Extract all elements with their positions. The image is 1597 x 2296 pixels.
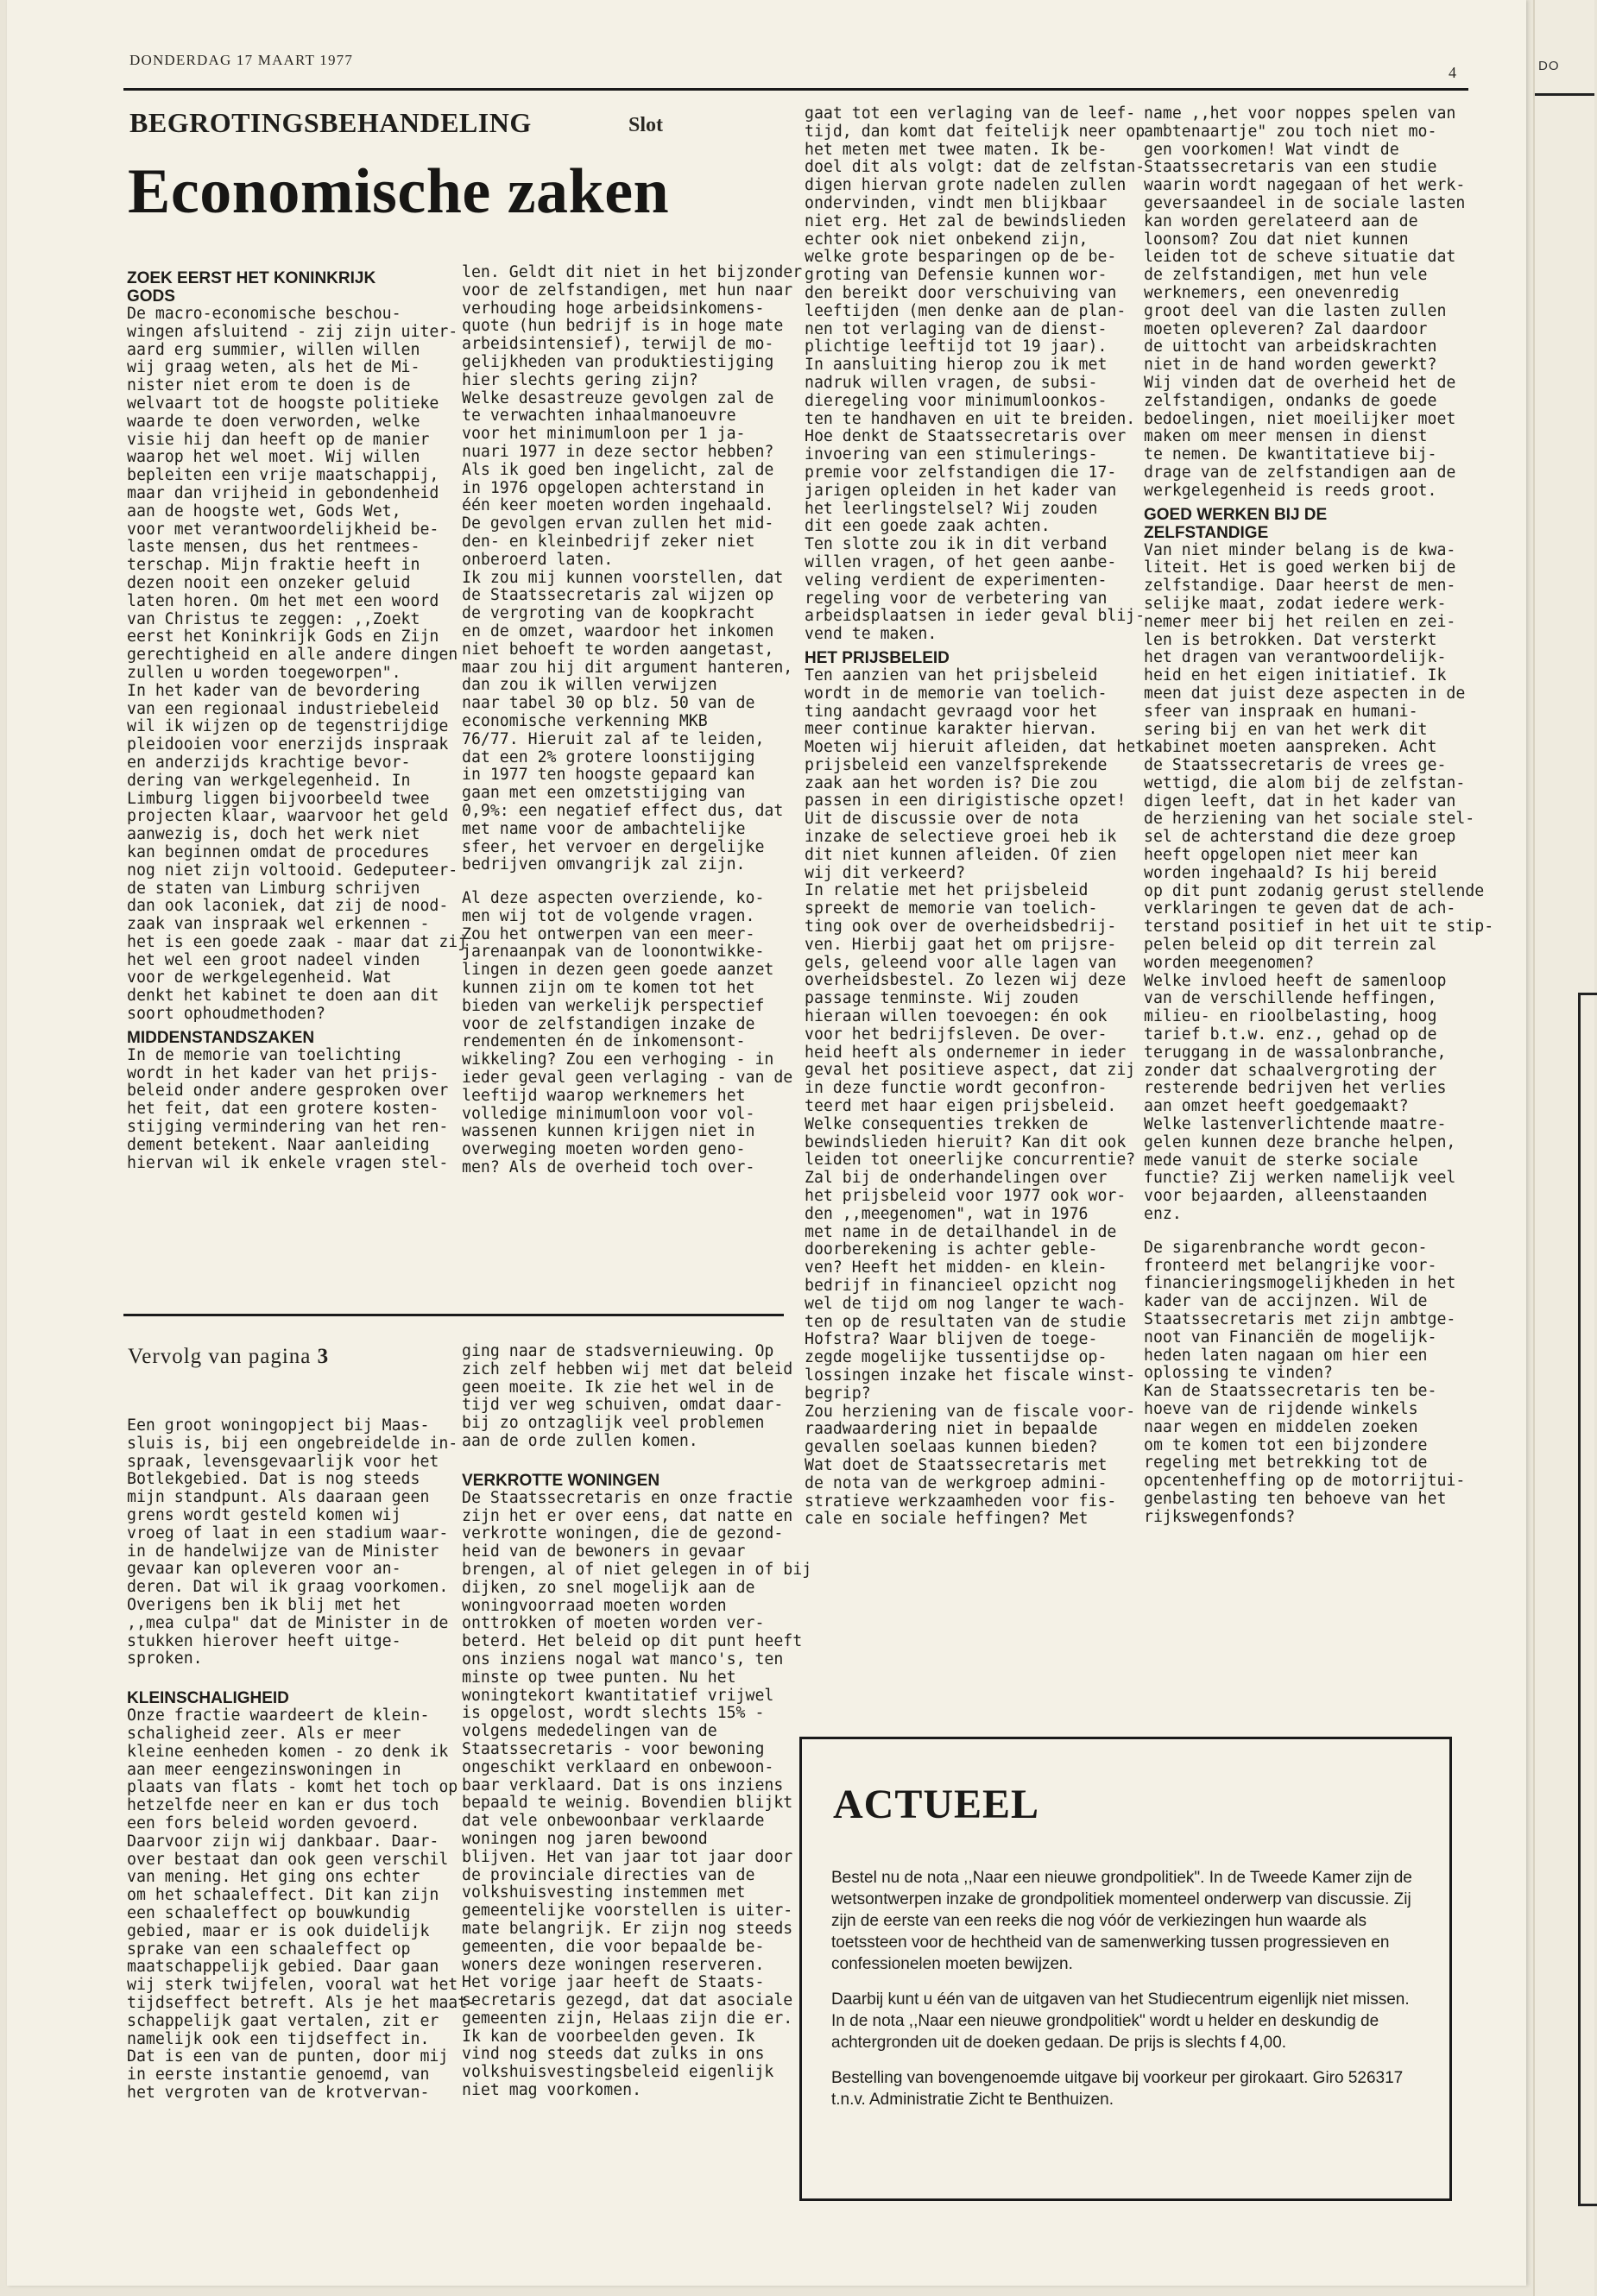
paragraph: ging naar de stadsvernieuwing. Op zich zelf hebben wij met dat beleid geen moeite. Ik zie het wel in de tijd ver weg schuiven, omdat daar- bij zo ontzaglijk veel problemen aan de orde zullen komen. <box>462 1342 793 1450</box>
actueel-body <box>831 1867 1427 2124</box>
next-page-edge <box>1533 0 1594 2296</box>
paragraph: Onze fractie waardeert de klein- schaligheid zeer. Als er meer kleine eenheden komen - zo denk ik aan meer eengezinswoningen in plaats van flats - komt het toch hetzelfde neer en kan er dus toch een fors beleid worden gevoerd. Daarvoor zijn wij dankbaar. Daar- over bestaat dan ook geen verschil van mening. Het ging ons echter om het schaaleffect. Dit kan zijn een schaaleffect op bouwkundig gebied, maar er is ook duidelijk sprake van een schaaleffect op maatschappelijk gebied. Daar gaan wij sterk twijfelen, vooral wat tijdseffect betreft. Als je het schappelijk gaat vertalen, zit er namelijk ook een tijdseffect in. Dat is een van de punten, door mij in eerste instantie genoemd, van het vergroten van de krotvervan- <box>127 1706 449 2102</box>
article-column-3 <box>805 104 1146 1728</box>
section-subheading: MIDDENSTANDSZAKEN <box>127 1028 315 1047</box>
section-subheading: ZOEK EERST HET KONINKRIJK GODS <box>127 269 376 306</box>
vervolg-page-ref: 3 <box>317 1345 330 1368</box>
section-subheading: VERKROTTE WONINGEN <box>462 1471 660 1490</box>
vervolg-column-2 <box>462 1342 803 2275</box>
actueel-title: ACTUEEL <box>833 1782 1040 1827</box>
vervolg-heading <box>128 1345 329 1369</box>
section-subheading: GOED WERKEN BIJ DE ZELFSTANDIGE <box>1144 505 1328 542</box>
paragraph-gap <box>1144 1224 1456 1239</box>
next-page-box-edge <box>1578 993 1597 2206</box>
paragraph: len. Geldt dit niet in het bijzonder voor de zelfstandigen, met hun naar verhouding hoge arbeidsinkomens- quote (hun bedrijf is in hoge mate arbeidsintensief), terwijl de mo- gelijkheden van produktiestijging hier slechts gering zijn? Welke desastreuze gevolgen zal de te verwachten inhaalmanoeuvre voor het minimumloon per 1 ja- nuari 1977 in deze sector hebben? Als ik goed ben ingelicht, zal de in 1976 opgelopen achterstand in één keer moeten worden ingehaald. De gevolgen ervan zullen het mid- den- en kleinbedrijf zeker niet onberoerd laten. Ik zou mij kunnen voorstellen, dat de Staatssecretaris zal wijzen op de vergroting van de koopkracht en de omzet, waardoor het inkomen niet behoeft te worden aangetast, maar zou hij dit argument hanteren, dan zou ik willen verwijzen naar tabel 30 op blz. 50 van de economische verkenning MKB 76/77. Hieruit zal af te leiden, dat een 2% grotere loonstijging in 1977 ten hoogste gepaard kan gaan met een omzetstijging van 0,9%: een negatief effect dus, dat met name voor de ambachtelijke sfeer, het vervoer en dergelijke bedrijven omvangrijk zal zijn. <box>462 263 803 874</box>
vervolg-column-1 <box>127 1416 449 2272</box>
paragraph: Al deze aspecten overziende, ko- men wij tot de volgende vragen. Zou het ontwerpen van een meer- jarenaanpak van de loonontwikke- lingen in dezen geen goede aanzet kunnen zijn om te komen tot het bieden van werkelijk perspectief voor de zelfstandigen inzake de rendementen én de inkomensont- wikkeling? Zou een verhoging - in ieder geval geen verlaging - van leeftijd waarop werknemers het volledige minimumloon voor vol- wassenen kunnen krijgen niet in overweging moeten worden geno- men? Als de overheid toch over- <box>462 889 774 1177</box>
actueel-paragraph: Bestel nu de nota ,,Naar een nieuwe grondpolitiek". In de Tweede Kamer zijn de wetsontwerpen inzake de grondpolitiek momenteel onderwerp van discussie. Zij zijn de eerste van een reeks die nog vóór de verkiezingen hun waarde als toetssteen voor de hechtheid van de samenwerking tussen progressieven en confessionelen moeten bewijzen. <box>831 1869 1412 1973</box>
next-page-rule <box>1535 93 1594 96</box>
actueel-paragraph: Bestelling van bovengenoemde uitgave bij voorkeur per girokaart. Giro 526317 t.n.v. Administratie Zicht te Benthuizen. <box>831 2069 1404 2109</box>
paragraph-gap <box>462 874 781 890</box>
page-number: 4 <box>1449 64 1456 81</box>
paragraph: Een groot woningopject bij Maas- sluis is, bij een ongebreidelde spraak, levensgevaarlijk voor het Botlekgebied. Dat is nog steeds mijn standpunt. Als daaraan geen grens wordt gesteld komen wij vroeg of laat in een stadium waar- in de handelwijze van de Minister gevaar kan opleveren voor an- deren. Dat wil ik graag voorkomen. Overigens ben ik blij met het ,,mea culpa" dat de Minister in de stukken hierover heeft uitge- sproken. <box>127 1416 449 1668</box>
section-subheading: HET PRIJSBELEID <box>805 648 950 667</box>
paragraph: name ,,het voor noppes spelen van ambtenaartje" zou toch niet mo- gen voorkomen! Wat vindt de Staatssecretaris van een studie waarin wordt nagegaan of het werk- geversaandeel in de sociale lasten kan worden gerelateerd aan de loonsom? Zou dat niet kunnen leiden tot de scheve situatie dat de zelfstandigen, met hun vele werknemers, een onevenredig groot deel van die lasten zullen moeten opleveren? Zal daardoor de uittocht van arbeidskrachten niet in de hand worden gewerkt? Wij vinden dat de overheid het de zelfstandigen, ondanks de goede bedoelingen, niet moeilijker moet maken om meer mensen in dienst te nemen. De kwantitatieve bij- drage van de zelfstandigen aan de werkgelegenheid is reeds groot. <box>1144 104 1466 500</box>
vervolg-rule <box>123 1314 784 1316</box>
paragraph: De Staatssecretaris en onze fractie zijn het er over eens, dat natte verkrotte woningen, die de gezond- heid van de bewoners in gevaar brengen, al of niet gelegen in of dijken, zo snel mogelijk aan de woningvoorraad moeten worden onttrokken of moeten worden ver- beterd. Het beleid op dit punt heeft ons inziens nogal wat manco's, ten minste op twee punten. Nu het woningtekort kwantitatief vrijwel is opgelost, wordt slechts 15% - volgens mededelingen van de Staatssecretaris - voor bewoning ongeschikt verklaard en onbewoon- baar verklaard. Dat is ons inziens bepaald te weinig. Bovendien blijkt dat vele onbewoonbaar verklaarde woningen nog jaren bewoond blijven. Het van jaar tot jaar door de provinciale directies van de volkshuisvesting instemmen met gemeentelijke voorstellen is uiter- mate belangrijk. Er zijn nog steeds gemeenten, die voor bepaalde be- woners deze woningen reserveren. Het vorige jaar heeft de Staats- secretaris gezegd, dat dat asociale gemeenten zijn, Helaas zijn die er. Ik kan de voorbeelden geven. Ik vind nog steeds dat zulks in ons volkshuisvestingsbeleid eigenlijk niet mag voorkomen. <box>462 1488 803 2100</box>
paragraph: Ten aanzien van het prijsbeleid wordt in de memorie van toelich- ting aandacht gevraagd voor het meer continue karakter hiervan. Moeten wij hieruit afleiden, dat prijsbeleid een vanzelfsprekende zaak aan het worden is? Die zou passen in een dirigistische opzet! Uit de discussie over de nota inzake de selectieve groei heb ik dit niet kunnen afleiden. Of zien wij dit verkeerd? In relatie met het prijsbeleid spreekt de memorie van toelich- ting ook over de overheidsbedrij- ven. Hierbij gaat het om prijsre- gels, geleend voor alle lagen van overheidsbestel. Zo lezen wij deze passage tenminste. Wij zouden hieraan willen toevoegen: én ook voor het bedrijfsleven. De over- heid heeft als ondernemer in ieder geval het positieve aspect, dat zij in deze functie wordt geconfron- teerd met haar eigen prijsbeleid. Welke consequenties trekken de bewindslieden hieruit? Kan dit ook leiden tot oneerlijke concurrentie? Zal bij de onderhandelingen over het prijsbeleid voor 1977 ook wor- den ,,meegenomen", wat in 1976 met name in de detailhandel in de doorberekening is achter geble- ven? Heeft het midden- en klein- bedrijf in financieel opzicht nog wel de tijd om nog langer te wach- ten op de resultaten van de studie Hofstra? Waar blijven de toege- zegde mogelijke tussentijdse op- lossingen inzake het fiscale winst- begrip? Zou herziening van de fiscale voor- raadwaardering niet in bepaalde gevallen soelaas kunnen bieden? Wat doet de Staatssecretaris met de nota van de werkgroep admini- stratieve werkzaamheden voor fis- cale en sociale heffingen? Met <box>805 665 1136 1529</box>
actueel-box <box>799 1737 1452 2201</box>
paragraph: De macro-economische beschou- wingen afsluitend - zij zijn uiter- aard erg summier, willen willen wij graag weten, als het de Mi- nister niet erom te doen is de welvaart tot de hoogste politieke waarde te doen verworden, welke visie hij dan heeft op de manier waarop het wel moet. Wij willen bepleiten een vrije maatschappij, maar dan vrijheid in gebondenheid aan de hoogste wet, Gods Wet, voor met verantwoordelijkheid be- laste mensen, dus het rentmees- terschap. Mijn fraktie heeft in dezen nooit een onzeker geluid laten horen. Om het met een woord van Christus te zeggen: ,,Zoekt eerst het Koninkrijk Gods en Zijn gerechtigheid en alle andere dingen zullen u worden toegeworpen". In het kader van de bevordering van een regionaal industriebeleid wil ik wijzen op de tegenstrijdige pleidooien voor enerzijds inspraak en anderzijds krachtige bevor- dering van werkgelegenheid. In Limburg liggen bijvoorbeeld twee projecten klaar, waarvoor het geld aanwezig is, doch het werk niet kan beginnen omdat de procedures nog niet zijn voltooid. Gedeputeer- de staten van Limburg schrijven dan ook laconiek, dat zij de nood- zaak van inspraak wel erkennen - het is een goede zaak - maar dat het wel een groot nadeel vinden voor de werkgelegenheid. Wat denkt het kabinet te doen aan dit soort ophoudmethoden? <box>127 305 458 1024</box>
actueel-paragraph: Daarbij kunt u één van de uitgaven van het Studiecentrum eigenlijk niet missen. In de nota ,,Naar een nieuwe grondpolitiek" wordt u helder en deskundig de achtergronden uit de doeken gedaan. De prijs is slechts f 4,00. <box>831 1990 1410 2052</box>
vervolg-heading-text: Vervolg van pagina <box>128 1345 312 1368</box>
article-headline: Economische zaken <box>128 156 670 227</box>
paragraph-gap <box>462 1451 781 1467</box>
article-column-1 <box>127 264 458 1300</box>
article-column-2 <box>462 263 803 1300</box>
article-slot-label: Slot <box>628 114 664 136</box>
paragraph-gap <box>127 1668 439 1684</box>
article-kicker: BEGROTINGSBEHANDELING <box>129 107 532 138</box>
article-column-4 <box>1144 104 1485 1728</box>
paragraph: Van niet minder belang is de kwa- liteit. Het is goed werken bij de zelfstandige. Daar heerst de men- selijke maat, zodat iedere werk- nemer meer bij het reilen en zei- len is betrokken. Dat versterkt het dragen van verantwoordelijk- heid en het eigen initiatief. Ik meen dat juist deze aspecten in de sfeer van inspraak en humani- sering bij en van het werk dit kabinet moeten aanspreken. Acht de Staatssecretaris de vrees ge- wettigd, die alom bij de zelfstan- digen leeft, dat in het kader van de herziening van het sociale stel- sel de achterstand die deze groep heeft opgelopen niet meer kan worden ingehaald? Is hij bereid op dit punt zodanig gerust stellende verklaringen te geven dat de ach- terstand positief in het uit te pelen beleid op dit terrein zal worden meegenomen? Welke invloed heeft de samenloop van de verschillende heffingen, milieu- en rioolbelasting, hoog tarief b.t.w. enz., gehad op de teruggang in de wassalonbranche, zonder dat schaalvergroting der resterende bedrijven het verlies aan omzet heeft goedgemaakt? Welke lastenverlichtende maatre- gelen kunnen deze branche helpen, mede vanuit de sterke sociale functie? Zij werken namelijk veel voor bejaarden, alleenstaanden enz. <box>1144 540 1485 1224</box>
next-page-header-fragment: DO <box>1538 59 1560 73</box>
paragraph: In de memorie van toelichting wordt in het kader van het prijs- beleid onder andere gesproken over het feit, dat een grotere kosten- stijging vermindering van het ren- dement betekent. Naar aanleiding hiervan wil ik enkele vragen stel- <box>127 1045 449 1172</box>
paragraph: De sigarenbranche wordt gecon- fronteerd met belangrijke voor- financieringsmogelijkheden in het kader van de accijnzen. Wil de Staatssecretaris met zijn ambtge- noot van Financiën de mogelijk- heden laten nagaan om hier een oplossing te vinden? Kan de Staatssecretaris ten be- hoeve van de rijdende winkels naar wegen en middelen zoeken om te komen tot een bijzondere regeling met betrekking tot de opcentenheffing op de motorrijtui- genbelasting ten behoeve van het rijkswegenfonds? <box>1144 1238 1466 1526</box>
header-rule <box>123 88 1468 91</box>
section-subheading: KLEINSCHALIGHEID <box>127 1689 289 1708</box>
issue-date: DONDERDAG 17 MAART 1977 <box>129 52 354 68</box>
paragraph: gaat tot een verlaging van de leef- tijd, dan komt dat feitelijk neer het meten met twee maten. Ik be- doel dit als volgt: dat de zelfstan- digen hiervan grote nadelen zullen ondervinden, vindt men blijkbaar niet erg. Het zal de bewindslieden echter ook niet onbekend zijn, welke grote besparingen op de be- groting van Defensie kunnen wor- den bereikt door verschuiving van leeftijden (men denke aan de plan- nen tot verlaging van de dienst- plichtige leeftijd tot 19 jaar). In aansluiting hierop zou ik met nadruk willen vragen, de subsi- dieregeling voor minimumloonkos- ten te handhaven en uit te breiden. Hoe denkt de Staatssecretaris over invoering van een stimulerings- premie voor zelfstandigen die 17- jarigen opleiden in het kader van het leerlingstelsel? Wij zouden dit een goede zaak achten. Ten slotte zou ik in dit verband willen vragen, of het geen aanbe- veling verdient de experimenten- regeling voor de verbetering van arbeidsplaatsen in ieder geval blij- vend te maken. <box>805 104 1146 644</box>
